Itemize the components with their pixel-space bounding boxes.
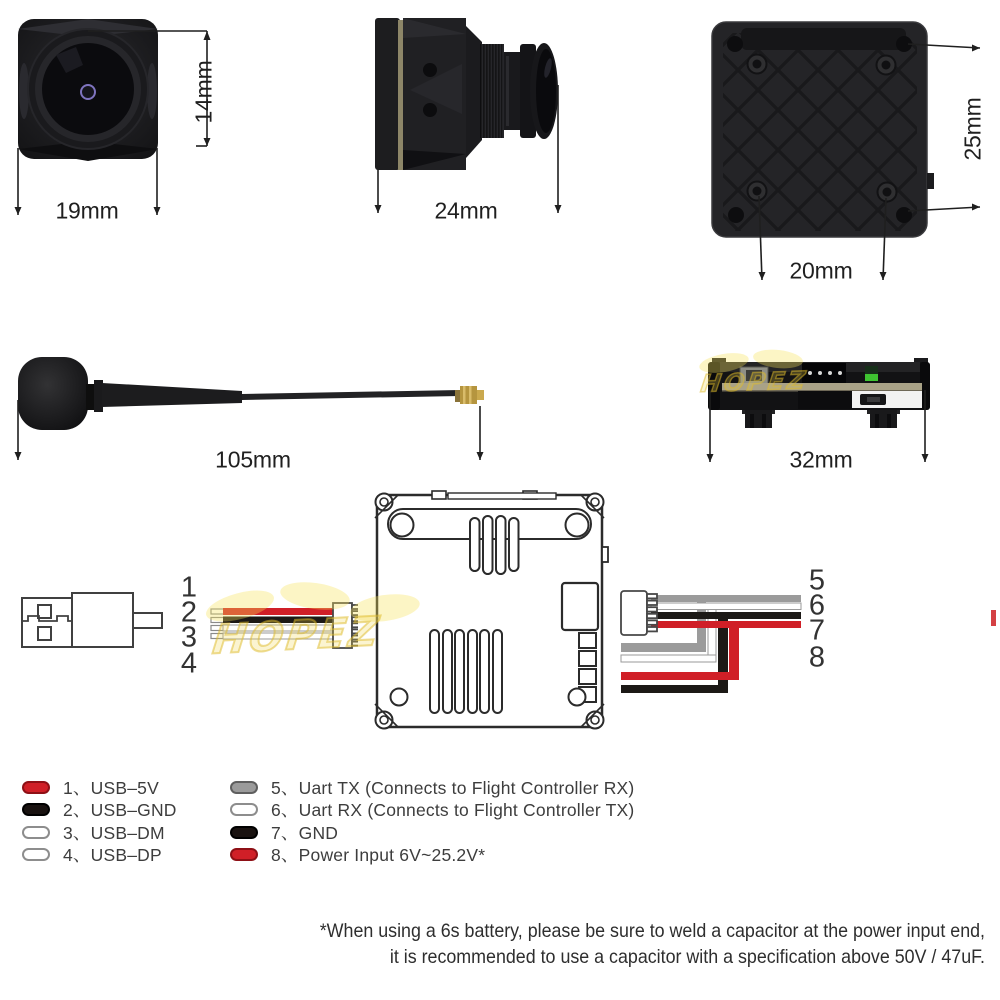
capacitor-footnote bbox=[185, 919, 985, 970]
heatsink-plate bbox=[712, 22, 927, 237]
mount-bracket-slot bbox=[741, 28, 906, 50]
wire-uart-rx bbox=[651, 603, 801, 610]
status-led bbox=[865, 374, 878, 381]
wire-color-swatch bbox=[230, 848, 258, 861]
fc-harness-connector bbox=[621, 591, 657, 635]
legend-item bbox=[230, 822, 339, 843]
footnote-line-1: *When using a 6s battery, please be sure to weld a capacitor at the power input end, bbox=[319, 921, 985, 942]
watermark bbox=[195, 583, 445, 683]
legend-label: 5、Uart TX (Connects to Flight Controller RX) bbox=[271, 777, 635, 798]
watermark-red-mark bbox=[991, 610, 996, 626]
pin-number-2: 2 bbox=[180, 596, 198, 629]
wire-color-swatch bbox=[22, 848, 50, 861]
usb-plug-body bbox=[72, 593, 133, 647]
vtx-heatsink-back-view bbox=[703, 15, 1000, 295]
legend-label: 2、USB–GND bbox=[63, 799, 177, 820]
vent-slot bbox=[470, 518, 480, 571]
dimension-label-19mm: 19mm bbox=[55, 197, 119, 224]
watermark-text: HOPEZ bbox=[210, 608, 384, 664]
antenna-cable bbox=[242, 390, 460, 400]
legend-label: 4、USB–DP bbox=[63, 844, 162, 865]
pin-number-4: 4 bbox=[180, 647, 198, 680]
pin-number-3: 3 bbox=[180, 621, 198, 654]
legend-label: 8、Power Input 6V~25.2V* bbox=[271, 844, 486, 865]
antenna-stem bbox=[102, 383, 242, 407]
dimension-label-105mm: 105mm bbox=[215, 446, 291, 473]
pin-number-6: 6 bbox=[808, 589, 826, 622]
camera-side-view bbox=[358, 8, 583, 223]
legend-item bbox=[230, 777, 635, 798]
legend-item bbox=[230, 844, 486, 865]
pin-number-8: 8 bbox=[808, 641, 826, 674]
wire-color-swatch bbox=[22, 826, 50, 839]
pin-number-7: 7 bbox=[808, 614, 826, 647]
legend-item bbox=[22, 844, 162, 865]
legend-label: 1、USB–5V bbox=[63, 777, 159, 798]
legend-item bbox=[22, 777, 159, 798]
legend-item bbox=[22, 822, 165, 843]
dimension-label-24mm: 24mm bbox=[434, 197, 498, 224]
lens-mount-cone bbox=[466, 26, 482, 158]
wire-color-swatch bbox=[230, 826, 258, 839]
legend-label: 3、USB–DM bbox=[63, 822, 165, 843]
wire-color-swatch bbox=[230, 803, 258, 816]
usb-plug-diagram bbox=[15, 588, 170, 650]
wire-color-swatch bbox=[230, 781, 258, 794]
ufl-connector bbox=[455, 386, 484, 404]
dimension-label-20mm: 20mm bbox=[789, 257, 853, 284]
legend-label: 7、GND bbox=[271, 822, 339, 843]
watermark bbox=[695, 352, 865, 412]
dimension-label-32mm: 32mm bbox=[789, 446, 853, 473]
wire-gnd bbox=[651, 612, 801, 619]
wire-color-swatch bbox=[22, 781, 50, 794]
pin-number-5: 5 bbox=[808, 564, 826, 597]
mount-foot bbox=[745, 410, 772, 428]
shield-can bbox=[562, 583, 598, 630]
wire-uart-tx bbox=[651, 595, 801, 602]
dimension-label-14mm: 14mm bbox=[190, 60, 217, 124]
wire-color-swatch bbox=[22, 803, 50, 816]
wire-power-input bbox=[651, 621, 801, 628]
antenna-head bbox=[18, 357, 88, 430]
footnote-line-2: it is recommended to use a capacitor with a specification above 50V / 47uF. bbox=[389, 946, 985, 968]
fc-wire-harness bbox=[615, 563, 810, 703]
pin-number-1: 1 bbox=[180, 571, 198, 604]
legend-item bbox=[22, 799, 177, 820]
watermark-text: HOPEZ bbox=[699, 366, 810, 398]
legend-item bbox=[230, 799, 635, 820]
lens-reflection bbox=[81, 85, 95, 99]
mount-foot bbox=[870, 410, 897, 428]
legend-label: 6、Uart RX (Connects to Flight Controller TX) bbox=[271, 799, 635, 820]
dimension-label-25mm: 25mm bbox=[959, 97, 986, 161]
